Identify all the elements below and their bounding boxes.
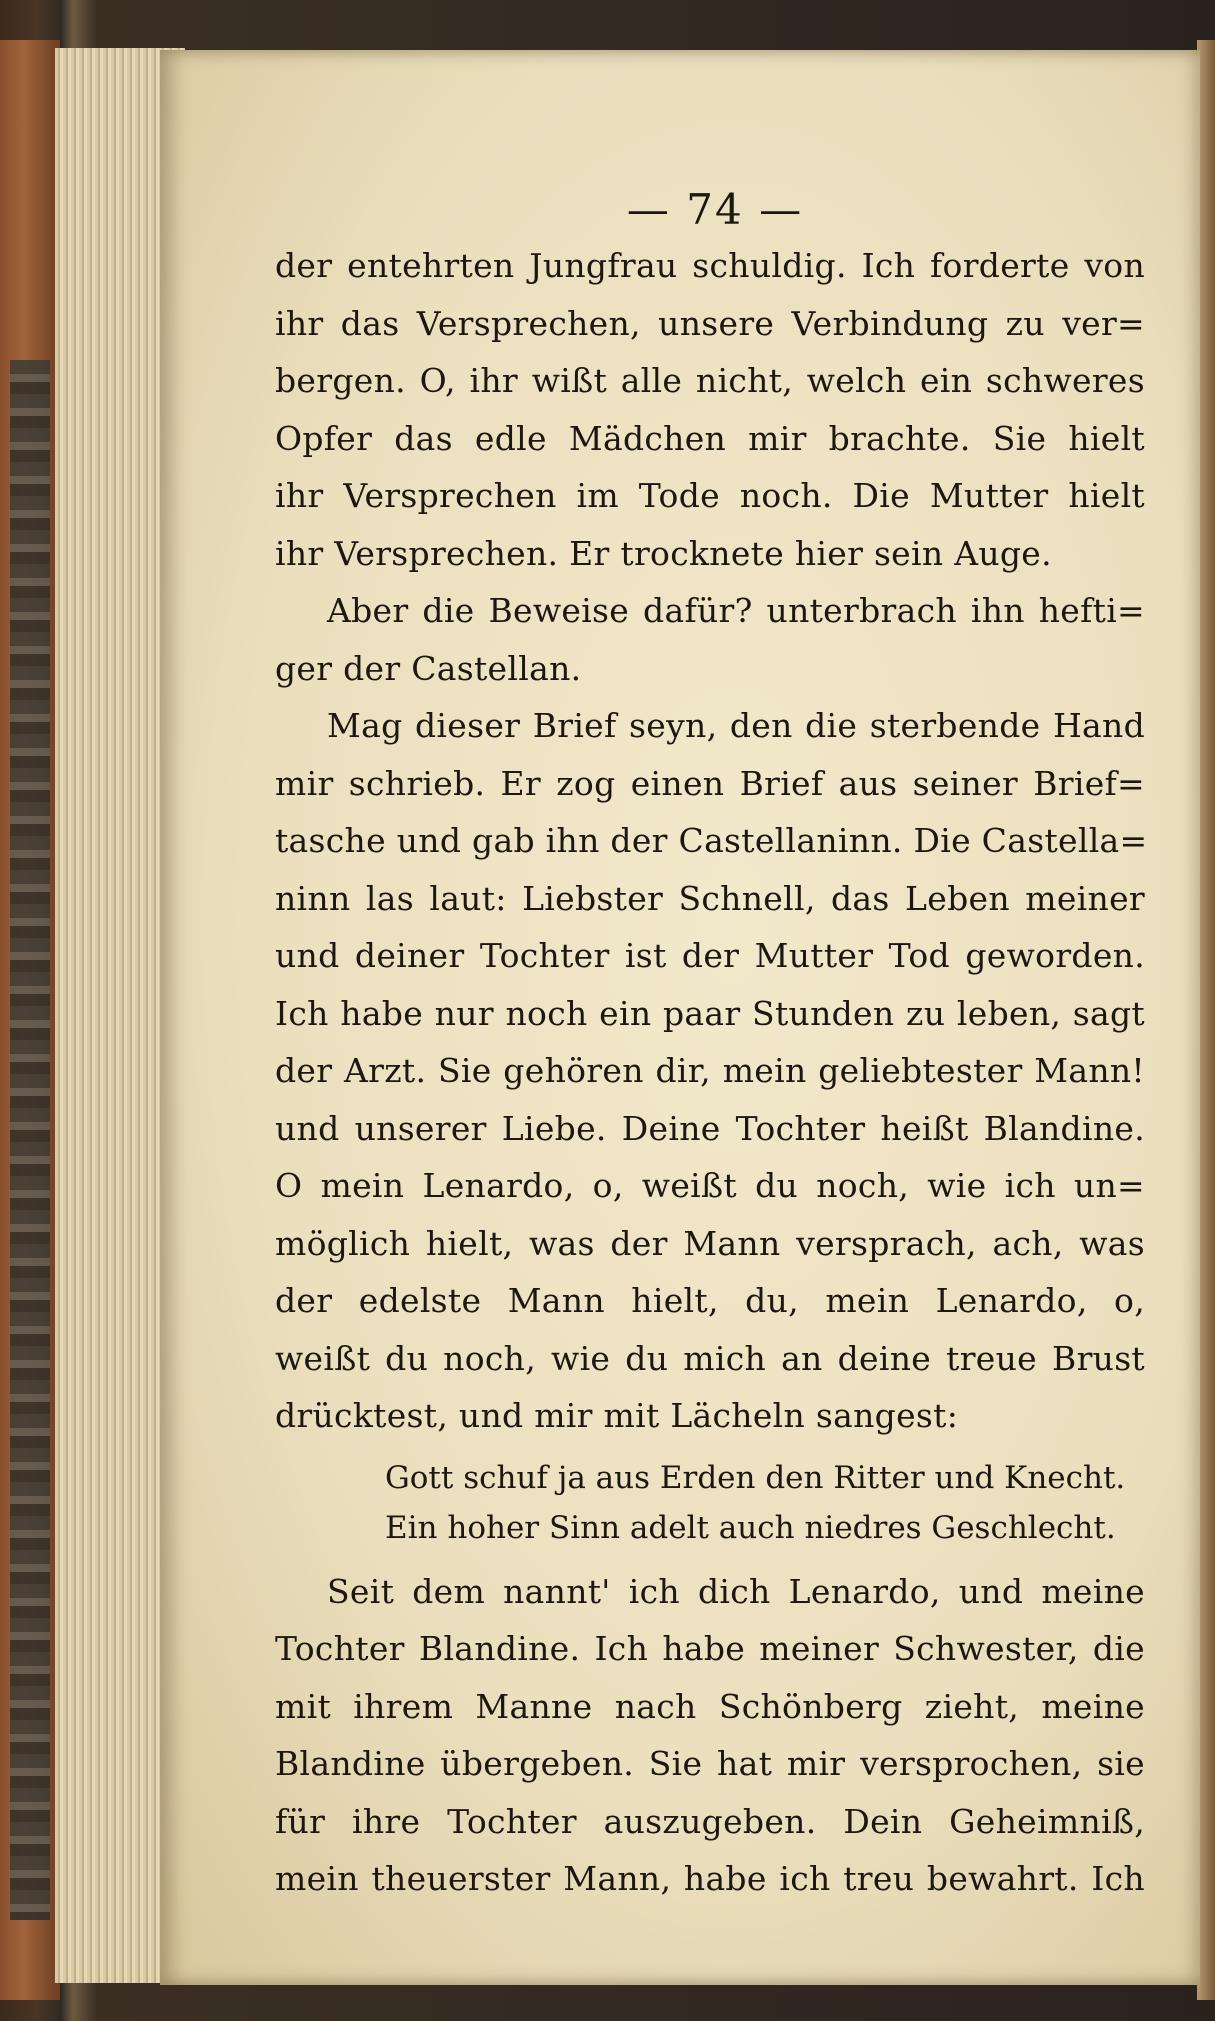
verse-line: Ein hoher Sinn adelt auch niedres Geschlecht.: [385, 1509, 1116, 1546]
text-line: mit ihrem Manne nach Schönberg zieht, meine: [275, 1686, 1145, 1726]
text-line: Ich habe nur noch ein paar Stunden zu leben, sagt: [275, 993, 1145, 1033]
text-line: ihr Versprechen. Er trocknete hier sein Auge.: [275, 533, 1052, 573]
text-line: weißt du noch, wie du mich an deine treue Brust: [275, 1338, 1145, 1378]
text-line: Blandine übergeben. Sie hat mir versprochen, sie: [275, 1744, 1145, 1783]
text-line: tasche und gab ihn der Castellaninn. Die Castella=: [275, 821, 1148, 860]
page-text-block: [275, 185, 1148, 1908]
text-line: möglich hielt, was der Mann versprach, ach, was: [275, 1223, 1145, 1263]
text-line: der entehrten Jungfrau schuldig. Ich forderte von: [275, 246, 1145, 285]
text-line: Opfer das edle Mädchen mir brachte. Sie hielt: [275, 418, 1145, 458]
page-number: — 74 —: [626, 185, 804, 234]
book-spine-marbling: [10, 360, 50, 1920]
text-line: ihr Versprechen im Tode noch. Die Mutter hielt: [275, 476, 1145, 515]
text-line: der Arzt. Sie gehören dir, mein geliebtester Mann!: [275, 1051, 1145, 1090]
verse-line: Gott schuf ja aus Erden den Ritter und Knecht.: [385, 1459, 1126, 1496]
text-line: bergen. O, ihr wißt alle nicht, welch ein schweres: [275, 361, 1145, 400]
text-line: ihr das Versprechen, unsere Verbindung zu ver=: [275, 303, 1145, 343]
text-line: Aber die Beweise dafür? unterbrach ihn hefti=: [327, 591, 1145, 630]
text-line: O mein Lenardo, o, weißt du noch, wie ich un=: [275, 1166, 1145, 1205]
text-line: und deiner Tochter ist der Mutter Tod geworden.: [275, 936, 1145, 975]
text-line: Seit dem nannt' ich dich Lenardo, und meine: [327, 1571, 1145, 1611]
text-line: der edelste Mann hielt, du, mein Lenardo, o,: [275, 1281, 1145, 1320]
text-line: Mag dieser Brief seyn, den die sterbende Hand: [327, 706, 1145, 745]
text-line: mir schrieb. Er zog einen Brief aus seiner Brief=: [275, 763, 1145, 803]
text-line: und unserer Liebe. Deine Tochter heißt Blandine.: [275, 1108, 1145, 1148]
text-line: für ihre Tochter auszugeben. Dein Geheimniß,: [275, 1801, 1145, 1841]
text-line: ger der Castellan.: [275, 648, 582, 688]
text-line: drücktest, und mir mit Lächeln sangest:: [275, 1396, 959, 1435]
text-line: ninn las laut: Liebster Schnell, das Leben meiner: [275, 878, 1145, 918]
text-line: Tochter Blandine. Ich habe meiner Schwester, die: [275, 1629, 1145, 1668]
text-line: mein theuerster Mann, habe ich treu bewahrt. Ich: [275, 1859, 1145, 1898]
